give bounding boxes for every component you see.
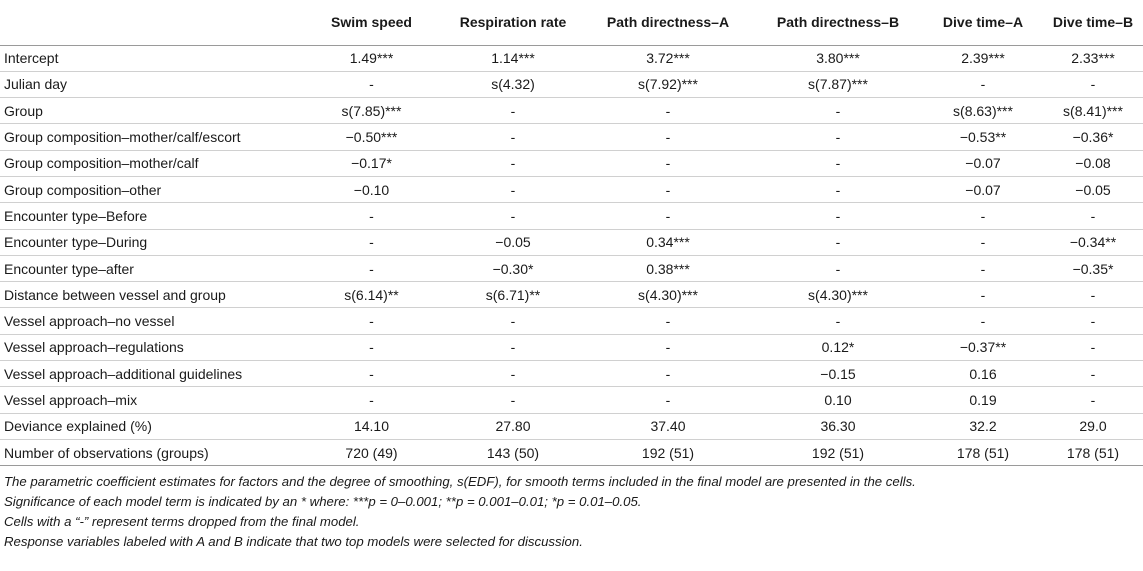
- column-header-dive-time-a: Dive time–A: [923, 0, 1043, 45]
- table-cell: -: [443, 176, 583, 202]
- table-cell: −0.34**: [1043, 229, 1143, 255]
- table-cell: -: [1043, 203, 1143, 229]
- table-cell: s(4.30)***: [753, 282, 923, 308]
- table-cell: −0.50***: [300, 124, 443, 150]
- table-cell: -: [1043, 282, 1143, 308]
- row-term-cell: Distance between vessel and group: [0, 282, 300, 308]
- column-header-dive-time-b: Dive time–B: [1043, 0, 1143, 45]
- table-cell: -: [1043, 71, 1143, 97]
- row-term-cell: Vessel approach–regulations: [0, 334, 300, 360]
- table-cell: -: [1043, 308, 1143, 334]
- table-cell: -: [583, 150, 753, 176]
- table-cell: s(8.63)***: [923, 98, 1043, 124]
- table-cell: −0.15: [753, 361, 923, 387]
- column-header-respiration-rate: Respiration rate: [443, 0, 583, 45]
- table-row: [0, 124, 1143, 150]
- table-cell: -: [583, 387, 753, 413]
- table-row: [0, 45, 1143, 71]
- table-row: [0, 98, 1143, 124]
- column-header-term: [0, 0, 300, 45]
- table-cell: -: [753, 176, 923, 202]
- row-term-cell: Vessel approach–additional guidelines: [0, 361, 300, 387]
- table-cell: −0.17*: [300, 150, 443, 176]
- table-cell: s(6.71)**: [443, 282, 583, 308]
- table-row: [0, 282, 1143, 308]
- table-cell: -: [753, 98, 923, 124]
- table-row: [0, 361, 1143, 387]
- table-cell: −0.35*: [1043, 255, 1143, 281]
- row-term-cell: Encounter type–During: [0, 229, 300, 255]
- row-term-cell: Julian day: [0, 71, 300, 97]
- table-cell: 14.10: [300, 413, 443, 439]
- row-term-cell: Group: [0, 98, 300, 124]
- table-row: [0, 334, 1143, 360]
- table-cell: -: [1043, 387, 1143, 413]
- table-cell: -: [923, 229, 1043, 255]
- table-row: [0, 150, 1143, 176]
- table-cell: -: [443, 308, 583, 334]
- table-cell: 0.12*: [753, 334, 923, 360]
- table-cell: -: [753, 203, 923, 229]
- table-cell: -: [583, 98, 753, 124]
- table-cell: 192 (51): [753, 439, 923, 465]
- table-cell: 27.80: [443, 413, 583, 439]
- row-term-cell: Intercept: [0, 45, 300, 71]
- table-cell: -: [300, 255, 443, 281]
- table-cell: -: [300, 387, 443, 413]
- table-cell: s(4.32): [443, 71, 583, 97]
- table-cell: -: [583, 361, 753, 387]
- table-cell: -: [443, 361, 583, 387]
- row-term-cell: Group composition–other: [0, 176, 300, 202]
- table-body: [0, 45, 1143, 466]
- table-cell: −0.07: [923, 176, 1043, 202]
- table-cell: −0.07: [923, 150, 1043, 176]
- table-cell: -: [753, 150, 923, 176]
- table-cell: -: [923, 308, 1043, 334]
- column-header-swim-speed: Swim speed: [300, 0, 443, 45]
- table-cell: −0.05: [1043, 176, 1143, 202]
- table-cell: s(7.87)***: [753, 71, 923, 97]
- table-cell: -: [923, 203, 1043, 229]
- footnote-3: Cells with a “-” represent terms dropped from the final model.: [4, 514, 360, 530]
- table-row: [0, 439, 1143, 465]
- table-cell: 720 (49): [300, 439, 443, 465]
- table-cell: -: [443, 334, 583, 360]
- table-row: [0, 255, 1143, 281]
- table-cell: -: [300, 308, 443, 334]
- table-footnotes: [0, 472, 1143, 552]
- row-term-cell: Vessel approach–no vessel: [0, 308, 300, 334]
- table-cell: -: [300, 229, 443, 255]
- table-cell: -: [753, 255, 923, 281]
- row-term-cell: Group composition–mother/calf/escort: [0, 124, 300, 150]
- table-row: [0, 387, 1143, 413]
- table-cell: -: [443, 98, 583, 124]
- table-cell: −0.53**: [923, 124, 1043, 150]
- table-cell: s(6.14)**: [300, 282, 443, 308]
- table-cell: 1.14***: [443, 45, 583, 71]
- table-cell: 2.39***: [923, 45, 1043, 71]
- table-cell: -: [443, 387, 583, 413]
- table-cell: -: [753, 229, 923, 255]
- table-cell: s(7.85)***: [300, 98, 443, 124]
- table-cell: -: [923, 282, 1043, 308]
- table-cell: 36.30: [753, 413, 923, 439]
- table-cell: -: [753, 124, 923, 150]
- table-cell: -: [583, 176, 753, 202]
- table-row: [0, 229, 1143, 255]
- row-term-cell: Encounter type–after: [0, 255, 300, 281]
- footnote-1: The parametric coefficient estimates for factors and the degree of smoothing, s(EDF), for smooth terms included in the final model are presented in the cells.: [4, 474, 916, 490]
- table-cell: -: [300, 71, 443, 97]
- table-cell: −0.37**: [923, 334, 1043, 360]
- footnote-2: Significance of each model term is indicated by an * where: ***p = 0–0.001; **p = 0.001–0.01; *p = 0.01–0.05.: [4, 494, 642, 510]
- table-header-row: [0, 0, 1143, 45]
- table-cell: -: [443, 203, 583, 229]
- table-cell: -: [583, 308, 753, 334]
- table-cell: 32.2: [923, 413, 1043, 439]
- table-cell: -: [583, 124, 753, 150]
- table-row: [0, 308, 1143, 334]
- table-cell: −0.08: [1043, 150, 1143, 176]
- row-term-cell: Deviance explained (%): [0, 413, 300, 439]
- table-cell: -: [923, 255, 1043, 281]
- table-cell: 0.16: [923, 361, 1043, 387]
- table-cell: -: [1043, 334, 1143, 360]
- table-cell: 192 (51): [583, 439, 753, 465]
- table-cell: -: [753, 308, 923, 334]
- table-cell: 178 (51): [1043, 439, 1143, 465]
- table-cell: s(7.92)***: [583, 71, 753, 97]
- row-term-cell: Number of observations (groups): [0, 439, 300, 465]
- table-row: [0, 176, 1143, 202]
- table-row: [0, 413, 1143, 439]
- table-cell: −0.30*: [443, 255, 583, 281]
- footnote-4: Response variables labeled with A and B indicate that two top models were selected for discussion.: [4, 534, 583, 550]
- table-cell: -: [443, 124, 583, 150]
- table-cell: 0.34***: [583, 229, 753, 255]
- table-cell: −0.36*: [1043, 124, 1143, 150]
- table-cell: 143 (50): [443, 439, 583, 465]
- table-cell: -: [583, 203, 753, 229]
- row-term-cell: Vessel approach–mix: [0, 387, 300, 413]
- table-cell: -: [583, 334, 753, 360]
- table-cell: −0.05: [443, 229, 583, 255]
- table-cell: 37.40: [583, 413, 753, 439]
- table-cell: -: [1043, 361, 1143, 387]
- table-cell: 178 (51): [923, 439, 1043, 465]
- table-cell: 0.10: [753, 387, 923, 413]
- row-term-cell: Encounter type–Before: [0, 203, 300, 229]
- table-cell: -: [300, 203, 443, 229]
- table-row: [0, 203, 1143, 229]
- table-cell: -: [300, 334, 443, 360]
- table-cell: s(8.41)***: [1043, 98, 1143, 124]
- table-cell: 3.72***: [583, 45, 753, 71]
- table-cell: -: [300, 361, 443, 387]
- table-cell: 1.49***: [300, 45, 443, 71]
- table-cell: 0.19: [923, 387, 1043, 413]
- table-cell: -: [923, 71, 1043, 97]
- table-cell: -: [443, 150, 583, 176]
- table-cell: −0.10: [300, 176, 443, 202]
- table-cell: 0.38***: [583, 255, 753, 281]
- column-header-path-directness-a: Path directness–A: [583, 0, 753, 45]
- table-row: [0, 71, 1143, 97]
- table-cell: 2.33***: [1043, 45, 1143, 71]
- table-cell: 29.0: [1043, 413, 1143, 439]
- column-header-path-directness-b: Path directness–B: [753, 0, 923, 45]
- table-cell: s(4.30)***: [583, 282, 753, 308]
- table-cell: 3.80***: [753, 45, 923, 71]
- row-term-cell: Group composition–mother/calf: [0, 150, 300, 176]
